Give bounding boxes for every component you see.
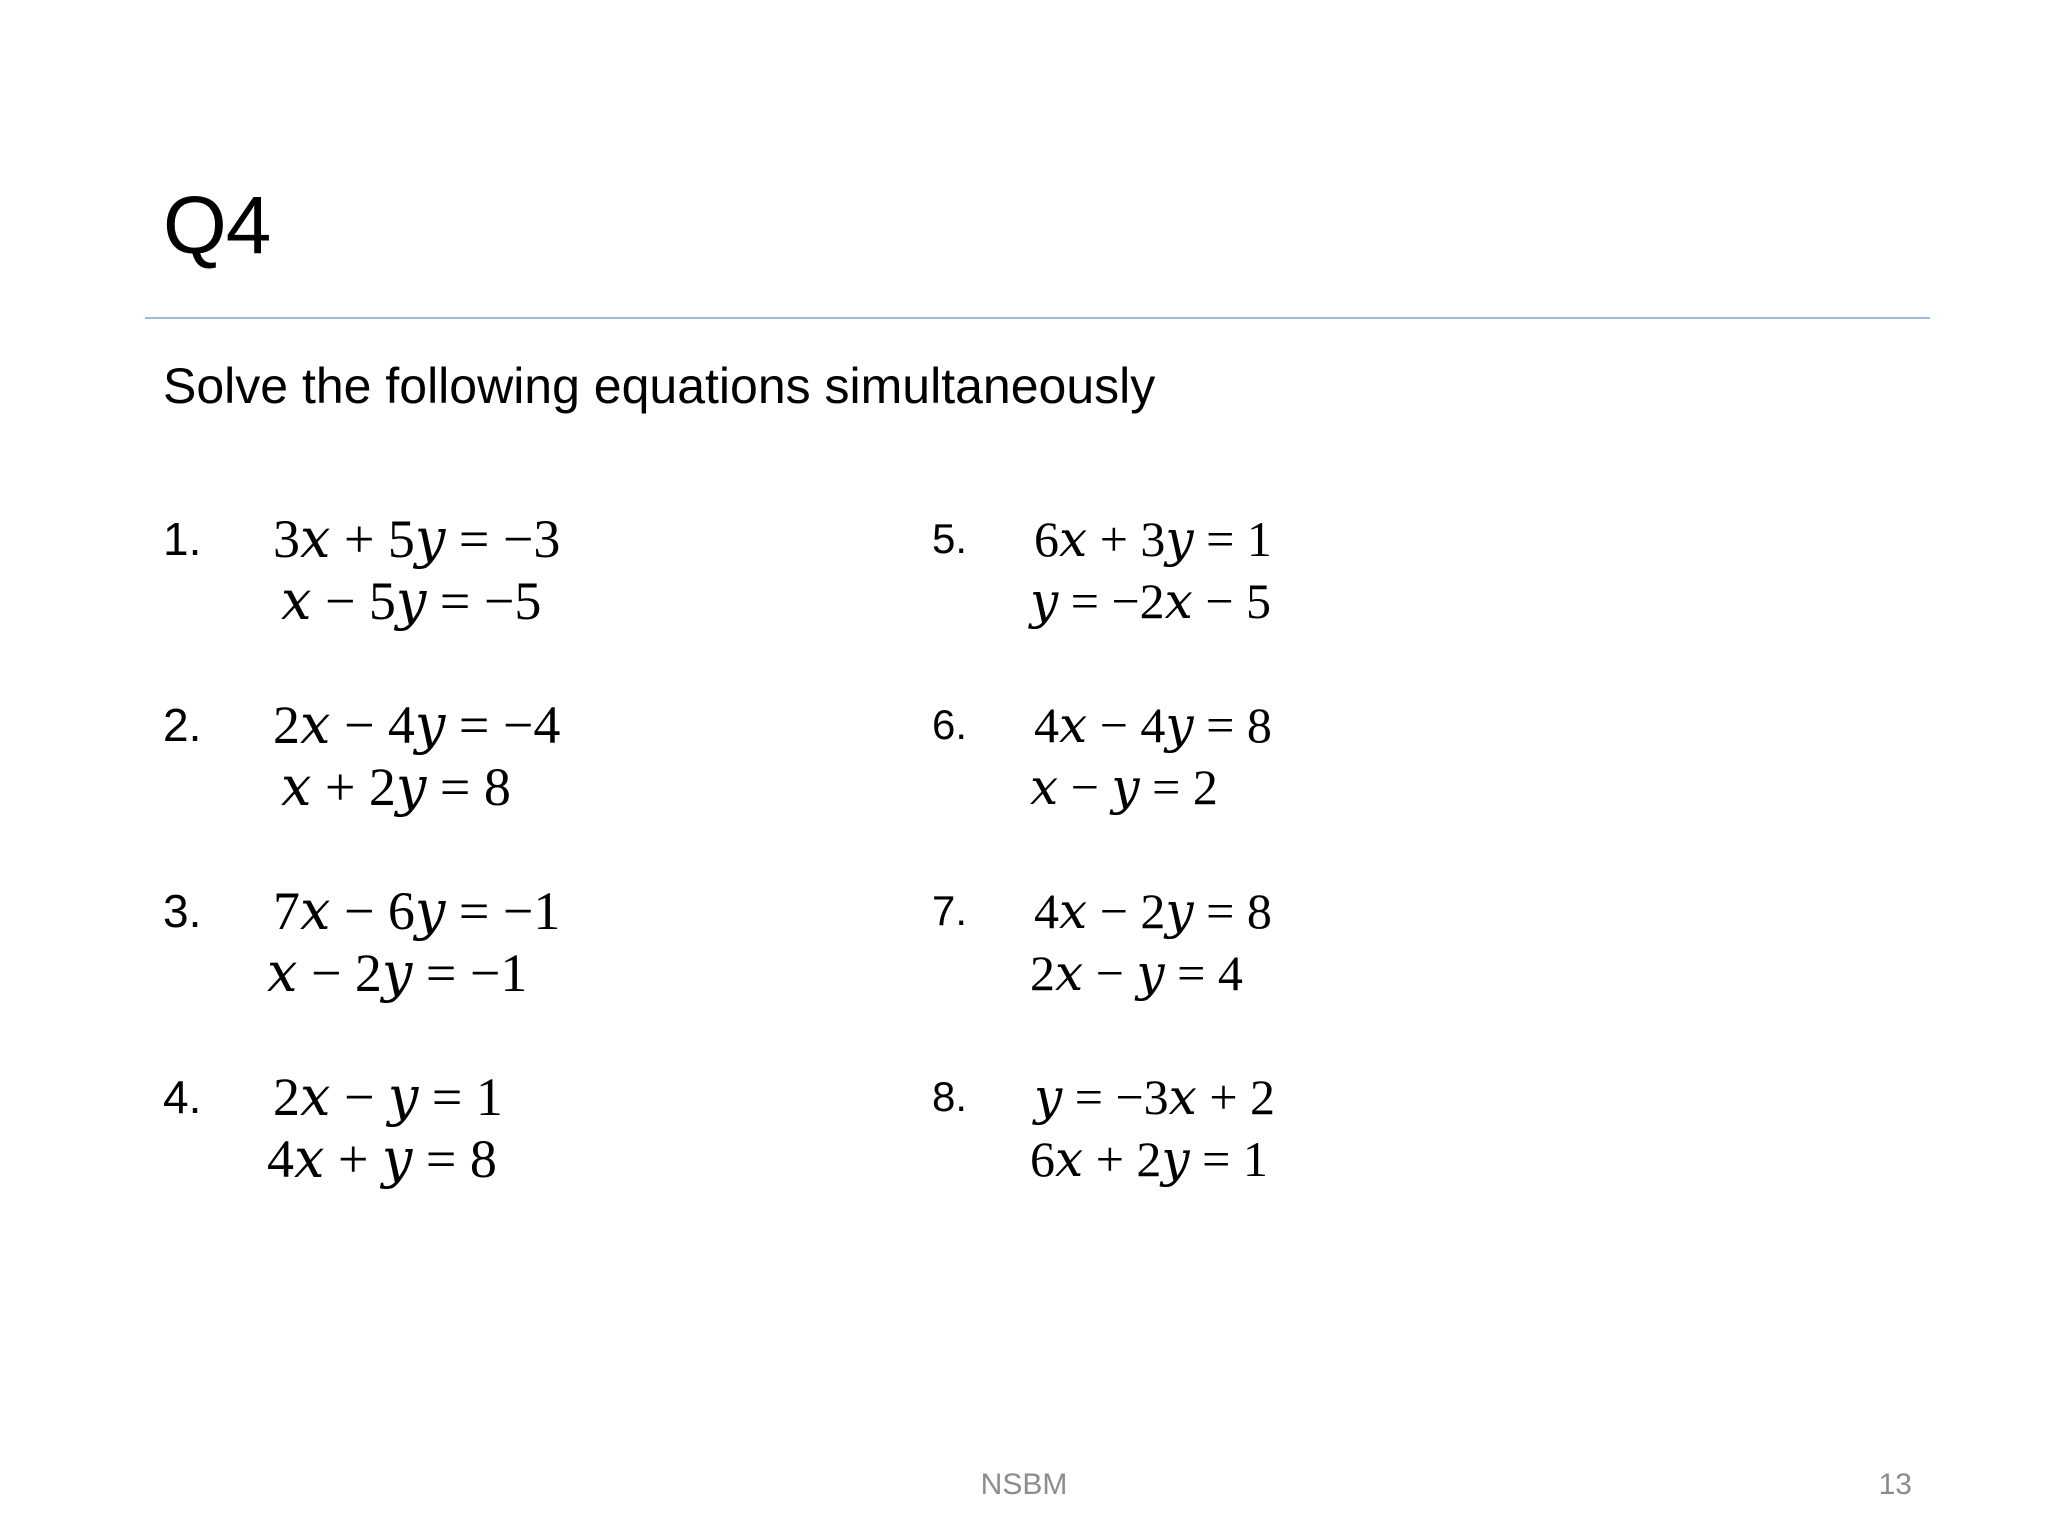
problem-number: 5.	[932, 515, 968, 562]
instruction-text: Solve the following equations simultaneously	[163, 358, 1156, 414]
problem-number: 6.	[932, 701, 968, 748]
equation-1: 3𝑥 + 5𝑦 = −3	[273, 509, 561, 569]
equation-2: 𝑥 − 2𝑦 = −1	[267, 943, 528, 1003]
equation-1: 𝑦 = −3𝑥 + 2	[1034, 1069, 1276, 1125]
equation-1: 7𝑥 − 6𝑦 = −1	[273, 881, 561, 941]
equation-1: 6𝑥 + 3𝑦 = 1	[1034, 511, 1272, 567]
equation-1: 2𝑥 − 𝑦 = 1	[273, 1067, 503, 1127]
equation-2: 𝑦 = −2𝑥 − 5	[1030, 573, 1272, 629]
title-divider	[145, 317, 1930, 319]
problem-number: 4.	[163, 1071, 202, 1123]
problem-number: 3.	[163, 885, 202, 937]
equation-2: 𝑥 − 5𝑦 = −5	[281, 571, 542, 631]
problem-number: 7.	[932, 887, 968, 934]
equation-1: 2𝑥 − 4𝑦 = −4	[273, 695, 561, 755]
problem-number: 8.	[932, 1073, 968, 1120]
equation-2: 2𝑥 − 𝑦 = 4	[1030, 945, 1243, 1001]
page-number: 13	[1878, 1468, 1912, 1501]
equation-1: 4𝑥 − 4𝑦 = 8	[1034, 697, 1272, 753]
equation-2: 4𝑥 + 𝑦 = 8	[267, 1129, 497, 1189]
equation-2: 6𝑥 + 2𝑦 = 1	[1030, 1131, 1268, 1187]
problem-number: 2.	[163, 699, 202, 751]
problem-number: 1.	[163, 513, 202, 565]
slide-title: Q4	[163, 180, 271, 271]
equation-2: 𝑥 − 𝑦 = 2	[1030, 759, 1218, 815]
equation-1: 4𝑥 − 2𝑦 = 8	[1034, 883, 1272, 939]
footer-label: NSBM	[980, 1468, 1068, 1501]
equation-2: 𝑥 + 2𝑦 = 8	[281, 757, 511, 817]
